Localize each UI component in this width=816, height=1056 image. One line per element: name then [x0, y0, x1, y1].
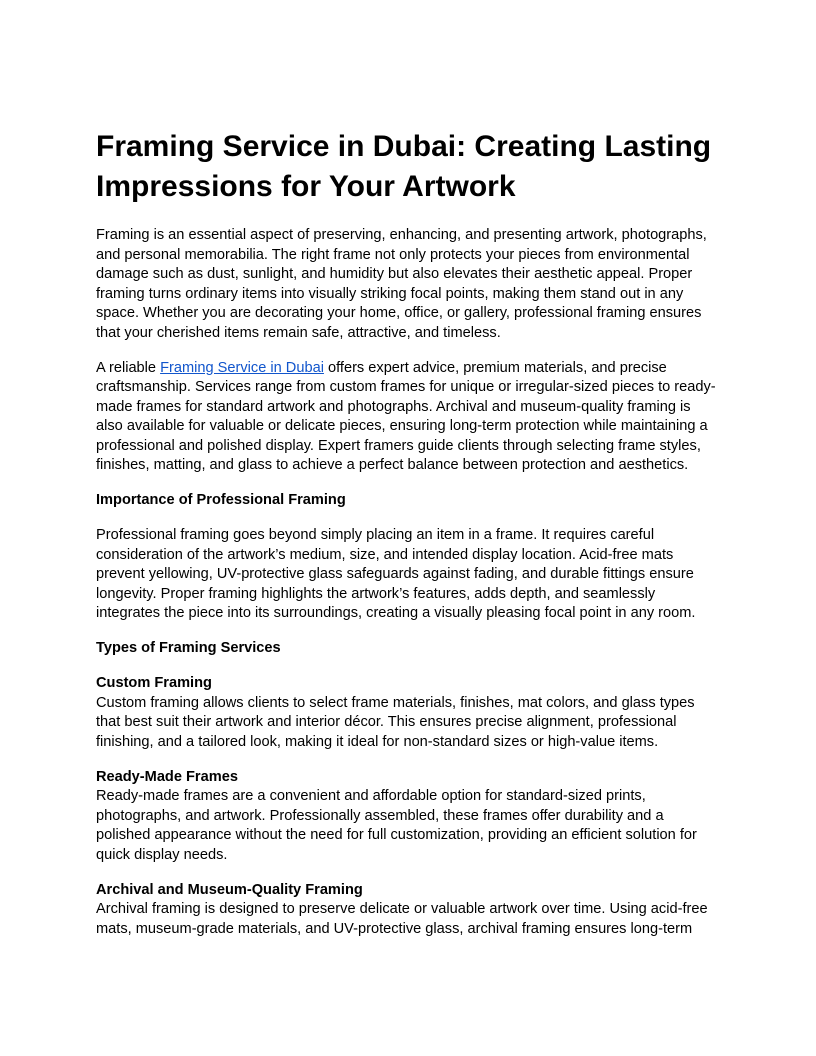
service-description: Custom framing allows clients to select frame materials, finishes, mat colors, and glass types that best suit their artwork and interior décor. This ensures precise alignment, professional finishing, and a tailored look, making it ideal for non-standard sizes or high-value items.: [96, 694, 695, 750]
service-title: Ready-Made Frames: [96, 768, 238, 785]
importance-heading: Importance of Professional Framing: [96, 492, 346, 508]
intro-paragraph: Framing is an essential aspect of preserving, enhancing, and presenting artwork, photographs, and personal memorabilia. The right frame not only protects your pieces from environmental damage such as dust, sunlight, and humidity but also elevates their aesthetic appeal. Proper framing turns ordinary items into visually striking focal points, making them stand out in any space. Whether you are decorating your home, office, or gallery, professional framing ensures that your cherished items remain safe, attractive, and timeless.: [96, 227, 707, 341]
service-paragraph: [96, 359, 720, 476]
framing-service-link[interactable]: Framing Service in Dubai: [160, 359, 324, 376]
document-title: Framing Service in Dubai: Creating Lasting Impressions for Your Artwork: [96, 130, 712, 203]
service-title: Archival and Museum-Quality Framing: [96, 881, 363, 898]
service-title: Custom Framing: [96, 675, 212, 691]
service-description: Archival framing is designed to preserve delicate or valuable artwork over time. Using acid-free mats, museum-grade materials, and UV-protective glass, archival framing ensures long-term: [96, 901, 708, 937]
service-ready-made-frames: [96, 768, 720, 866]
types-heading: Types of Framing Services: [96, 640, 281, 656]
service-archival-framing: [96, 881, 720, 940]
service-custom-framing: [96, 674, 720, 752]
paragraph-text-after-link: offers expert advice, premium materials, and precise craftsmanship. Services range from custom frames for unique or irregular-sized pieces to ready-made frames for standard artwork and photographs. Archival and museum-quality framing is also available for valuable or delicate pieces, ensuring long-term protection while maintaining a professional and polished display. Expert framers guide clients through selecting frame styles, finishes, matting, and glass to achieve a perfect balance between protection and aesthetics.: [96, 359, 716, 473]
importance-paragraph: Professional framing goes beyond simply placing an item in a frame. It requires careful consideration of the artwork’s medium, size, and intended display location. Acid-free mats prevent yellowing, UV-protective glass safeguards against fading, and durable fittings ensure longevity. Proper framing highlights the artwork’s features, adds depth, and seamlessly integrates the piece into its surroundings, creating a visually pleasing focal point in any room.: [96, 527, 696, 621]
service-description: Ready-made frames are a convenient and affordable option for standard-sized prints, photographs, and artwork. Professionally assembled, these frames offer durability and a polished appearance without the need for full customization, providing an efficient solution for quick display needs.: [96, 788, 697, 863]
document-page: [96, 127, 720, 955]
paragraph-text-before-link: A reliable: [96, 359, 161, 376]
